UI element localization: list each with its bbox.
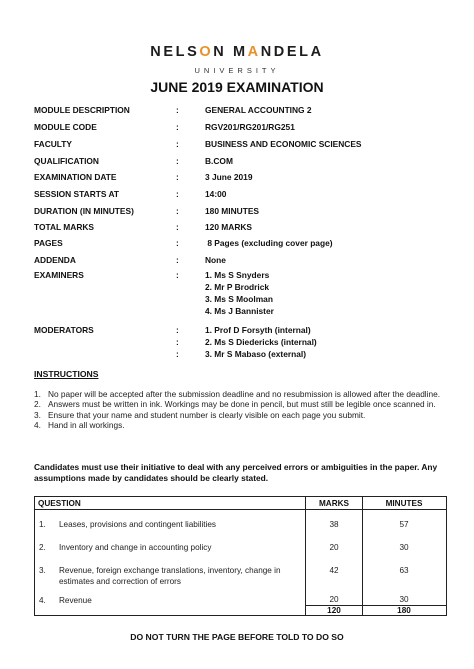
- question-minutes: 30: [399, 543, 409, 552]
- info-colon: :: [176, 222, 179, 232]
- question-text: Revenue, foreign exchange translations, inventory, change in estimates and correction of errors: [59, 566, 281, 586]
- examiner-item: 4. Ms J Bannister: [205, 306, 274, 316]
- university-logo: [0, 44, 474, 60]
- question-text: Revenue: [59, 596, 92, 605]
- moderator-item: 2. Ms S Diedericks (internal): [205, 337, 317, 347]
- question-text: Leases, provisions and contingent liabilities: [59, 520, 217, 529]
- moderator-item: 3. Mr S Mabaso (external): [205, 349, 306, 359]
- instruction-number: 4.: [34, 420, 41, 431]
- moderator-item: 1. Prof D Forsyth (internal): [205, 325, 311, 335]
- instruction-text: No paper will be accepted after the submission deadline and no resubmission is allowed after the deadline.: [48, 389, 441, 399]
- header-question: QUESTION: [38, 499, 81, 508]
- instructions-list: [34, 389, 454, 431]
- question-number: 2.: [39, 543, 46, 552]
- instruction-item: [34, 420, 454, 430]
- info-colon: :: [176, 255, 179, 265]
- examiner-item: 1. Ms S Snyders: [205, 270, 270, 280]
- info-label: QUALIFICATION: [34, 156, 99, 166]
- info-colon: :: [176, 337, 179, 347]
- header-marks: MARKS: [318, 499, 350, 508]
- info-colon: :: [176, 325, 179, 335]
- question-minutes: 57: [399, 520, 409, 529]
- info-colon: :: [176, 122, 179, 132]
- question-number: 1.: [39, 520, 46, 529]
- question-marks: 20: [329, 543, 339, 552]
- info-label: EXAMINATION DATE: [34, 172, 117, 182]
- info-colon: :: [176, 139, 179, 149]
- info-colon: :: [176, 238, 179, 248]
- info-value: 180 MINUTES: [205, 206, 259, 216]
- instruction-text: Answers must be written in ink. Workings may be done in pencil, but must still be legible once scanned in.: [48, 399, 436, 410]
- info-label: ADDENDA: [34, 255, 76, 265]
- info-label: FACULTY: [34, 139, 72, 149]
- instruction-number: 3.: [34, 409, 41, 420]
- info-value: None: [205, 255, 226, 265]
- instruction-item: [34, 399, 454, 409]
- exam-title: JUNE 2019 EXAMINATION: [150, 79, 324, 95]
- logo-subtitle: UNIVERSITY: [194, 66, 280, 75]
- logo-text-part: NELS: [150, 44, 200, 60]
- examiner-item: 3. Ms S Moolman: [205, 294, 273, 304]
- logo-text-accent: O: [199, 44, 214, 60]
- question-minutes: 30: [399, 595, 409, 604]
- info-label: MODULE CODE: [34, 122, 97, 132]
- total-minutes: 180: [397, 606, 411, 615]
- instruction-text: Hand in all workings.: [48, 420, 125, 431]
- instruction-number: 1.: [34, 389, 41, 399]
- total-marks: 120: [327, 606, 341, 615]
- info-colon: :: [176, 172, 179, 182]
- info-label: DURATION (IN MINUTES): [34, 206, 134, 216]
- info-value: RGV201/RG201/RG251: [205, 122, 295, 132]
- info-value: GENERAL ACCOUNTING 2: [205, 105, 312, 115]
- info-value: 8 Pages (excluding cover page): [205, 238, 333, 248]
- header-divider: [34, 509, 447, 510]
- question-minutes: 63: [399, 566, 409, 575]
- info-label: PAGES: [34, 238, 63, 248]
- logo-text-part: N M: [213, 44, 248, 60]
- info-label: SESSION STARTS AT: [34, 189, 119, 199]
- instruction-item: [34, 410, 454, 420]
- question-table: [34, 496, 447, 616]
- info-colon: :: [176, 189, 179, 199]
- info-value: 3 June 2019: [205, 172, 253, 182]
- footer-warning: DO NOT TURN THE PAGE BEFORE TOLD TO DO SO: [130, 632, 344, 642]
- info-value: B.COM: [205, 156, 233, 166]
- info-colon: :: [176, 105, 179, 115]
- examiner-item: 2. Mr P Brodrick: [205, 282, 270, 292]
- question-marks: 42: [329, 566, 339, 575]
- logo-text-accent: A: [247, 44, 261, 60]
- info-value: BUSINESS AND ECONOMIC SCIENCES: [205, 139, 362, 149]
- header-minutes: MINUTES: [385, 499, 423, 508]
- question-text: Inventory and change in accounting policy: [59, 543, 212, 552]
- instruction-item: [34, 389, 454, 399]
- info-colon: :: [176, 349, 179, 359]
- column-divider: [362, 496, 363, 616]
- column-divider: [305, 496, 306, 616]
- info-value: 14:00: [205, 189, 227, 199]
- info-label: MODULE DESCRIPTION: [34, 105, 130, 115]
- question-marks: 38: [329, 520, 339, 529]
- instruction-text: Ensure that your name and student number is clearly visible on each page you submit.: [48, 409, 366, 420]
- instruction-number: 2.: [34, 399, 41, 410]
- info-label: TOTAL MARKS: [34, 222, 95, 232]
- question-number: 4.: [39, 596, 46, 605]
- question-marks: 20: [329, 595, 339, 604]
- info-colon: :: [176, 206, 179, 216]
- info-colon: :: [176, 270, 179, 280]
- instructions-heading: INSTRUCTIONS: [34, 369, 99, 379]
- examiners-label: EXAMINERS: [34, 270, 84, 280]
- info-value: 120 MARKS: [205, 222, 253, 232]
- info-colon: :: [176, 156, 179, 166]
- moderators-label: MODERATORS: [34, 325, 94, 335]
- question-number: 3.: [39, 566, 46, 575]
- logo-text-part: NDELA: [260, 44, 324, 60]
- candidate-note: Candidates must use their initiative to deal with any perceived errors or ambiguities in the paper. Any assumptions made by candidates should be clearly stated.: [34, 462, 438, 483]
